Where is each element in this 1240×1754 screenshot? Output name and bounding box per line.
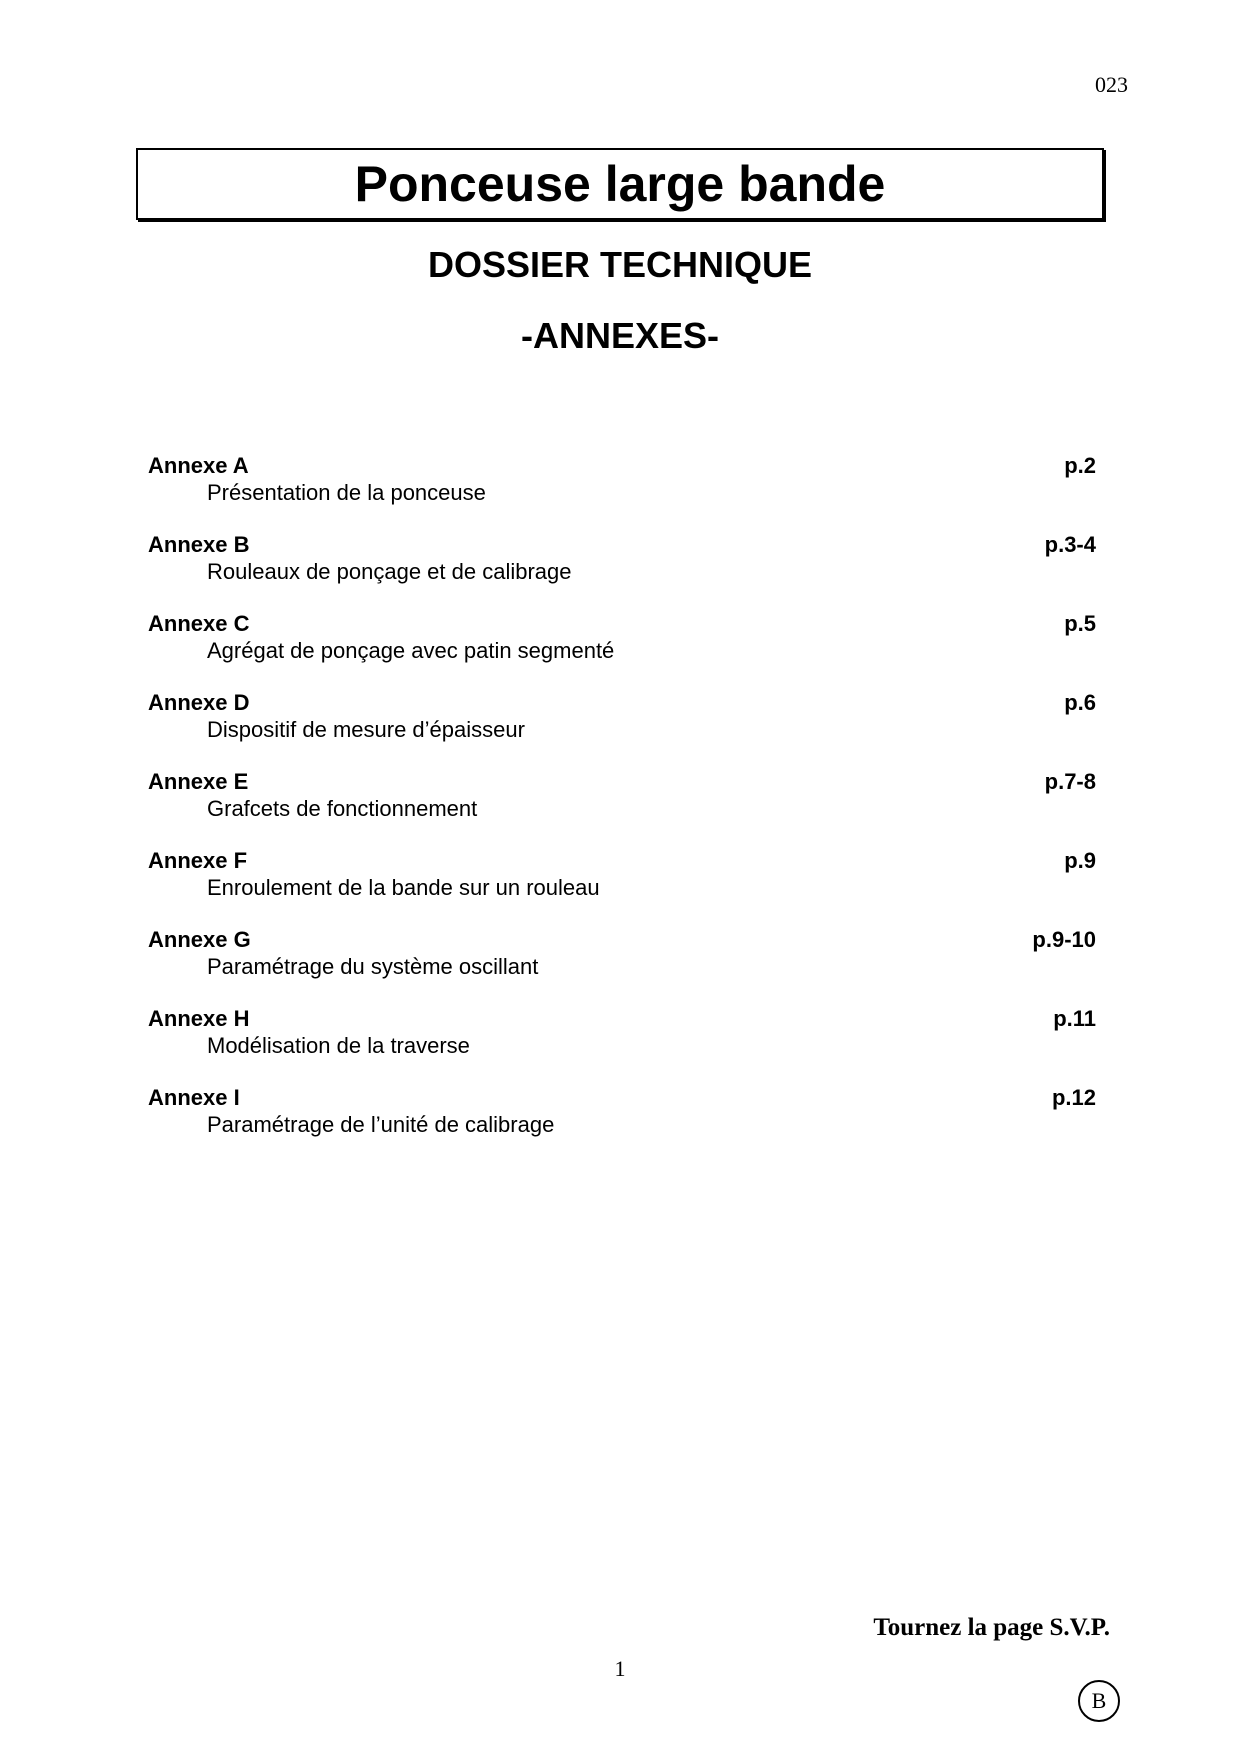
toc-entry-b xyxy=(148,531,1096,610)
toc-entry-description: Enroulement de la bande sur un rouleau xyxy=(207,875,600,900)
toc-entry-label: Annexe H xyxy=(148,1006,250,1031)
toc-entry-label: Annexe I xyxy=(148,1085,240,1110)
toc-entry-description: Paramétrage du système oscillant xyxy=(207,954,539,979)
toc-entry-page: p.9-10 xyxy=(1032,927,1096,952)
document-code: 023 xyxy=(1095,72,1128,97)
toc-entry-description: Rouleaux de ponçage et de calibrage xyxy=(207,559,572,584)
toc-entry-page: p.5 xyxy=(1064,611,1096,636)
toc-entry-description: Modélisation de la traverse xyxy=(207,1033,470,1058)
toc-entry-description: Dispositif de mesure d’épaisseur xyxy=(207,717,525,742)
title-box xyxy=(136,148,1104,220)
toc-entry-description: Présentation de la ponceuse xyxy=(207,480,486,505)
toc-entry-page: p.11 xyxy=(1053,1006,1096,1031)
toc-entry-page: p.6 xyxy=(1064,690,1096,715)
annexes-heading: -ANNEXES- xyxy=(520,315,720,356)
toc-entry-page: p.2 xyxy=(1064,453,1096,478)
toc-entry-page: p.9 xyxy=(1064,848,1096,873)
toc-entry-f xyxy=(148,847,1096,926)
circled-letter-badge: B xyxy=(1078,1680,1120,1722)
toc-entry-page: p.7-8 xyxy=(1044,769,1096,794)
toc-entry-description: Paramétrage de l’unité de calibrage xyxy=(207,1112,555,1137)
toc-entry-label: Annexe C xyxy=(148,611,250,636)
turn-page-note: Tournez la page S.V.P. xyxy=(873,1614,1110,1641)
toc-entry-label: Annexe A xyxy=(148,453,249,478)
toc-entry-page: p.3-4 xyxy=(1044,532,1096,557)
toc-entry-g xyxy=(148,926,1096,1005)
toc-entry-d xyxy=(148,689,1096,768)
toc-entry-i xyxy=(148,1084,1096,1163)
toc-entry-label: Annexe D xyxy=(148,690,250,715)
document-subtitle: DOSSIER TECHNIQUE xyxy=(427,244,813,285)
toc-entry-c xyxy=(148,610,1096,689)
toc-entry-page: p.12 xyxy=(1051,1085,1096,1110)
toc-entry-description: Agrégat de ponçage avec patin segmenté xyxy=(207,638,615,663)
toc-entry-description: Grafcets de fonctionnement xyxy=(207,796,478,821)
toc-entry-label: Annexe F xyxy=(148,848,248,873)
document-title: Ponceuse large bande xyxy=(354,156,886,212)
table-of-contents xyxy=(148,452,1096,1163)
toc-entry-label: Annexe G xyxy=(148,927,251,952)
page-number: 1 xyxy=(614,1656,626,1681)
toc-entry-a xyxy=(148,452,1096,531)
toc-entry-label: Annexe B xyxy=(148,532,250,557)
toc-entry-e xyxy=(148,768,1096,847)
toc-entry-label: Annexe E xyxy=(148,769,249,794)
toc-entry-h xyxy=(148,1005,1096,1084)
